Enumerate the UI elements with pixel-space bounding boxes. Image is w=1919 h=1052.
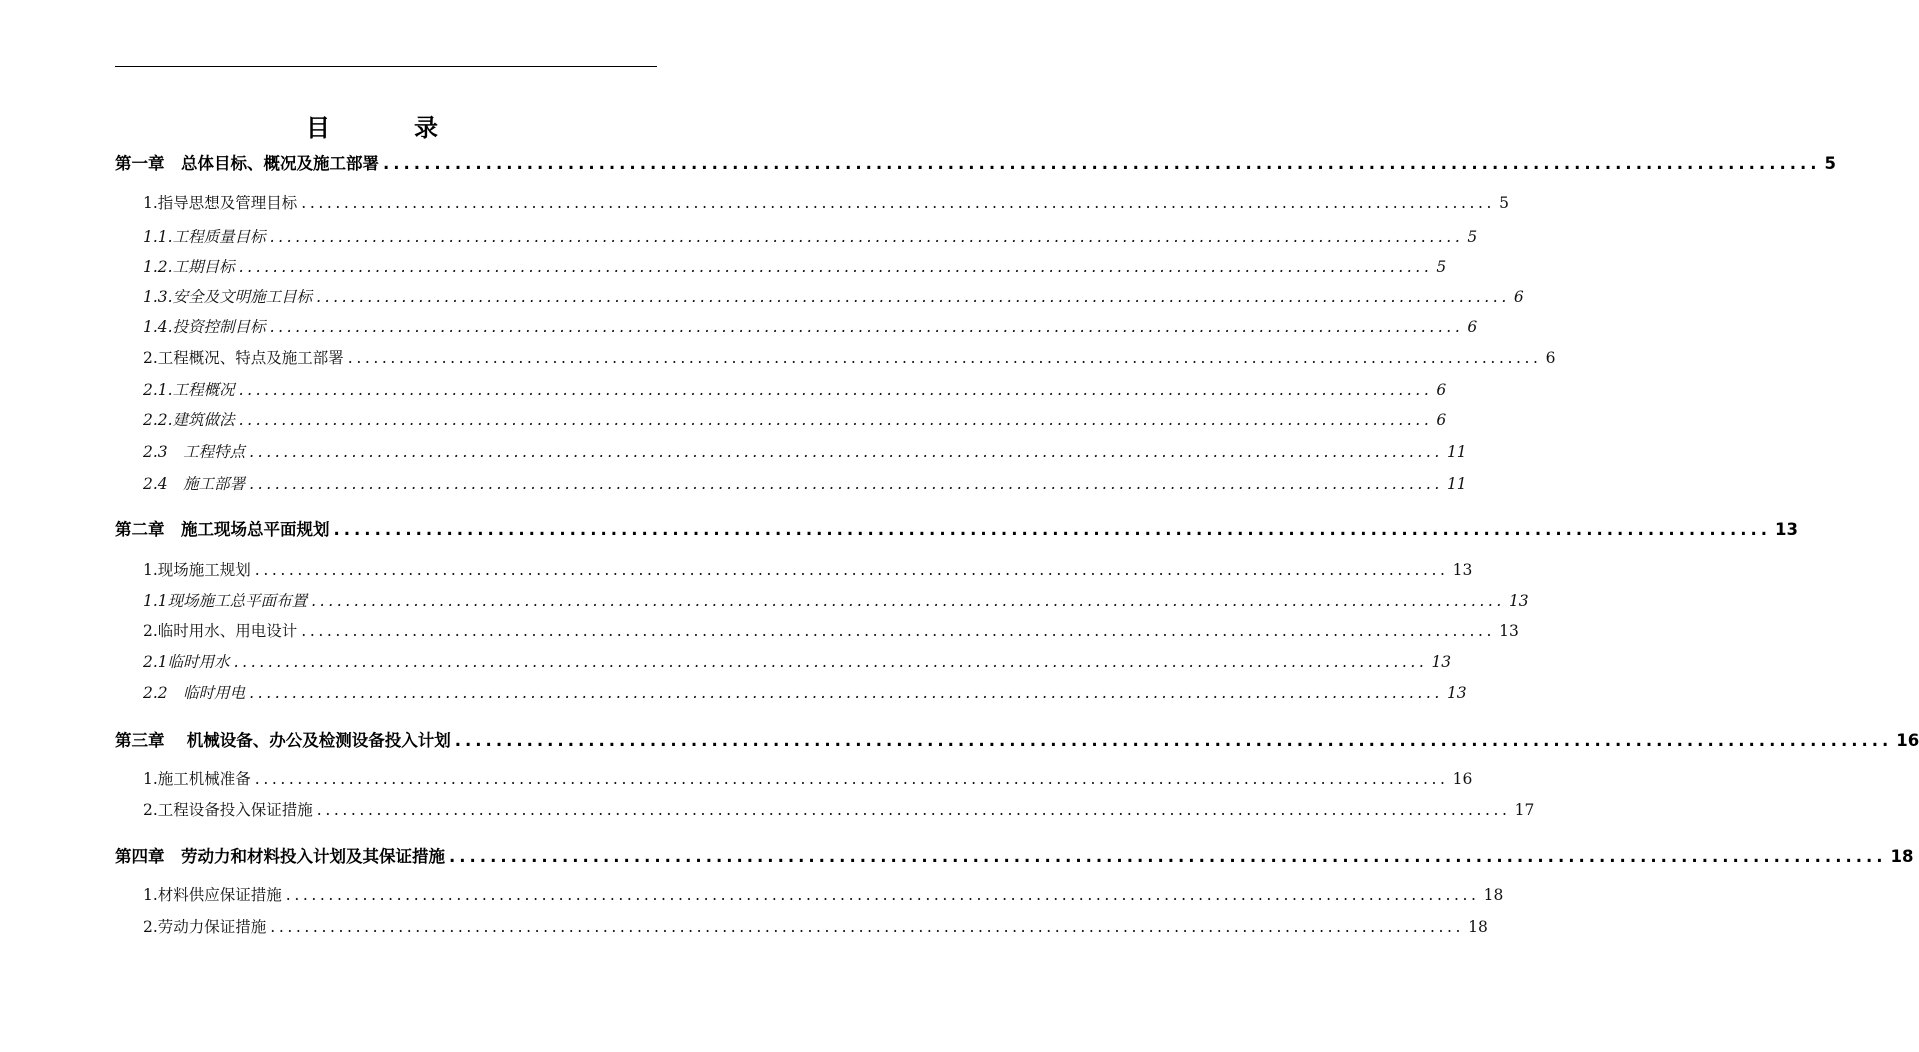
toc-entry-page: 5 (1499, 194, 1509, 212)
dot-leader: ............................................................................................................................................ (301, 622, 1496, 640)
dot-leader: ............................................................................................................................................ (249, 475, 1443, 493)
toc-entry-page: 6 (1513, 288, 1524, 306)
toc-entry-section[interactable] (143, 619, 1519, 641)
toc-entry-subsection[interactable] (143, 472, 1467, 494)
toc-entry-subsection[interactable] (143, 225, 1478, 247)
dot-leader: ............................................................................................................................................ (249, 684, 1443, 702)
toc-entry-page: 5 (1467, 228, 1478, 246)
dot-leader: ............................................................................................................................................ (383, 154, 1821, 173)
toc-entry-subsection[interactable] (143, 285, 1524, 307)
toc-entry-page: 11 (1446, 443, 1467, 461)
dot-leader: ............................................................................................................................................ (301, 194, 1496, 212)
toc-entry-page: 13 (1431, 653, 1452, 671)
dot-leader: ............................................................................................................................................ (269, 318, 1464, 336)
toc-entry-page: 13 (1452, 561, 1473, 579)
toc-entry-section[interactable] (143, 915, 1488, 937)
toc-entry-label: 1.1.工程质量目标 (143, 228, 266, 246)
dot-leader: ............................................................................................................................................ (454, 731, 1893, 750)
toc-entry-label: 1.2.工期目标 (143, 258, 235, 276)
toc-entry-subsection[interactable] (143, 408, 1447, 430)
toc-entry-page: 6 (1436, 411, 1447, 429)
toc-entry-subsection[interactable] (143, 681, 1467, 703)
toc-entry-label: 1.指导思想及管理目标 (143, 194, 298, 212)
toc-entry-section[interactable] (143, 558, 1473, 580)
toc-entry-label: 第一章 总体目标、概况及施工部署 (115, 154, 379, 173)
toc-entry-page: 16 (1896, 731, 1919, 750)
toc-entry-label: 2.工程概况、特点及施工部署 (143, 349, 344, 367)
toc-entry-label: 第四章 劳动力和材料投入计划及其保证措施 (115, 847, 445, 866)
toc-entry-chapter-4[interactable] (115, 843, 1914, 867)
toc-entry-page: 6 (1545, 349, 1556, 367)
toc-entry-page: 18 (1483, 886, 1504, 904)
dot-leader: ............................................................................................................................................ (311, 592, 1505, 610)
toc-entry-subsection[interactable] (143, 589, 1529, 611)
toc-entry-label: 2.临时用水、用电设计 (143, 622, 298, 640)
toc-entry-page: 13 (1446, 684, 1467, 702)
toc-entry-label: 2.劳动力保证措施 (143, 918, 267, 936)
toc-entry-subsection[interactable] (143, 315, 1478, 337)
toc-entry-page: 5 (1436, 258, 1447, 276)
toc-entry-label: 1.材料供应保证措施 (143, 886, 282, 904)
toc-entry-subsection[interactable] (143, 255, 1447, 277)
toc-entry-page: 6 (1467, 318, 1478, 336)
toc-entry-subsection[interactable] (143, 440, 1467, 462)
dot-leader: ............................................................................................................................................ (316, 288, 1510, 306)
toc-entry-section[interactable] (143, 767, 1473, 789)
toc-entry-chapter-1[interactable] (115, 150, 1837, 174)
toc-entry-label: 1.1现场施工总平面布置 (143, 592, 308, 610)
dot-leader: ............................................................................................................................................ (254, 770, 1449, 788)
toc-entry-subsection[interactable] (143, 650, 1452, 672)
toc-entry-chapter-3[interactable] (115, 727, 1919, 751)
toc-entry-label: 2.工程设备投入保证措施 (143, 801, 313, 819)
toc-entry-label: 2.2 临时用电 (143, 684, 246, 702)
toc-entry-page: 13 (1775, 520, 1798, 539)
toc-entry-label: 第二章 施工现场总平面规划 (115, 520, 330, 539)
toc-entry-page: 18 (1468, 918, 1488, 936)
dot-leader: ............................................................................................................................................ (238, 381, 1433, 399)
dot-leader: ............................................................................................................................................ (233, 653, 1428, 671)
toc-entry-section[interactable] (143, 346, 1556, 368)
dot-leader: ............................................................................................................................................ (285, 886, 1480, 904)
toc-entry-section[interactable] (143, 191, 1509, 213)
dot-leader: ............................................................................................................................................ (249, 443, 1443, 461)
toc-entry-label: 1.施工机械准备 (143, 770, 251, 788)
toc-entry-label: 2.4 施工部署 (143, 475, 246, 493)
dot-leader: ............................................................................................................................................ (316, 801, 1511, 819)
dot-leader: ............................................................................................................................................ (238, 411, 1433, 429)
dot-leader: ............................................................................................................................................ (269, 228, 1464, 246)
toc-entry-page: 17 (1514, 801, 1535, 819)
toc-entry-label: 1.现场施工规划 (143, 561, 251, 579)
toc-entry-chapter-2[interactable] (115, 516, 1798, 540)
toc-title: 目 录 (306, 114, 468, 142)
dot-leader: ............................................................................................................................................ (449, 847, 1887, 866)
dot-leader: ............................................................................................................................................ (254, 561, 1449, 579)
dot-leader: ............................................................................................................................................ (333, 520, 1772, 539)
toc-entry-subsection[interactable] (143, 378, 1447, 400)
toc-entry-label: 2.1临时用水 (143, 653, 230, 671)
dot-leader: ............................................................................................................................................ (270, 918, 1465, 936)
toc-entry-label: 第三章 机械设备、办公及检测设备投入计划 (115, 731, 451, 750)
toc-entry-page: 13 (1499, 622, 1519, 640)
header-rule (115, 66, 657, 67)
toc-entry-page: 11 (1446, 475, 1467, 493)
toc-entry-page: 16 (1452, 770, 1473, 788)
toc-entry-page: 5 (1824, 154, 1837, 173)
toc-entry-page: 13 (1508, 592, 1529, 610)
toc-entry-label: 2.1.工程概况 (143, 381, 235, 399)
toc-entry-section[interactable] (143, 883, 1504, 905)
toc-entry-section[interactable] (143, 798, 1535, 820)
toc-entry-page: 18 (1890, 847, 1914, 866)
dot-leader: ............................................................................................................................................ (238, 258, 1433, 276)
dot-leader: ............................................................................................................................................ (347, 349, 1542, 367)
toc-entry-page: 6 (1436, 381, 1447, 399)
toc-entry-label: 1.3.安全及文明施工目标 (143, 288, 313, 306)
toc-entry-label: 1.4.投资控制目标 (143, 318, 266, 336)
toc-entry-label: 2.3 工程特点 (143, 443, 246, 461)
toc-entry-label: 2.2.建筑做法 (143, 411, 235, 429)
